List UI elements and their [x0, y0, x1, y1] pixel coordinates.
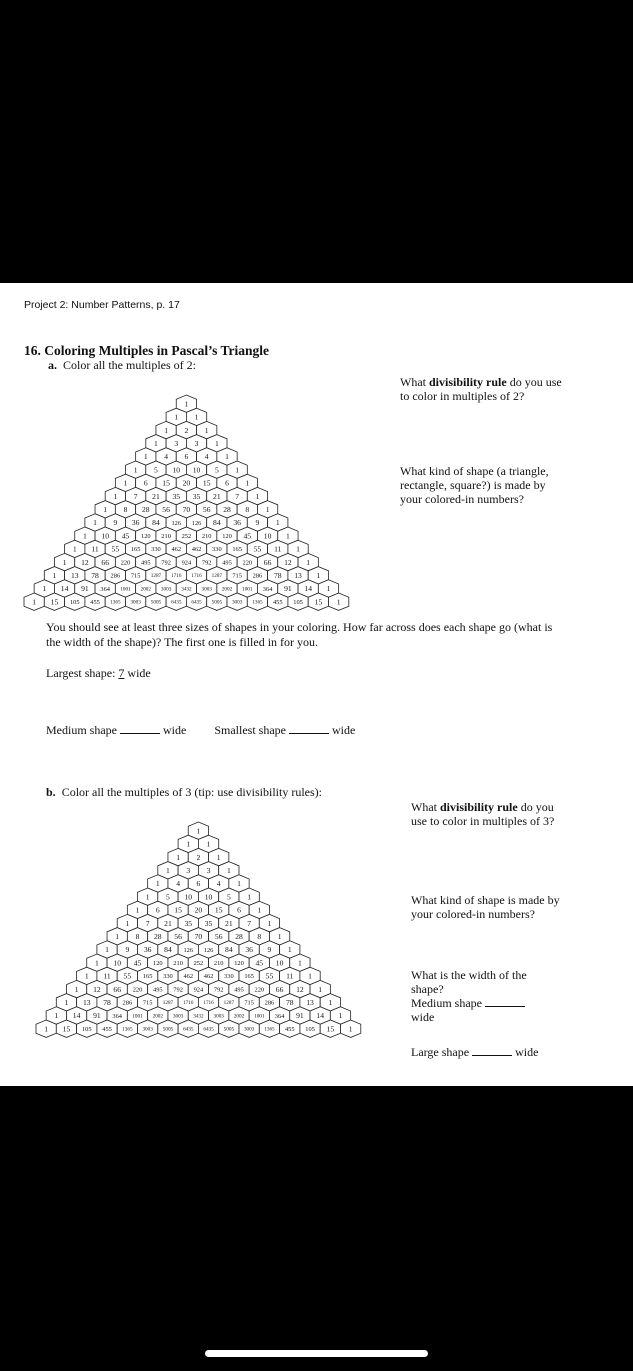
part-b-shape-question: What kind of shape is made by your colored-in numbers? — [411, 893, 560, 921]
pascal-number: 1 — [287, 945, 292, 955]
pascal-number: 924 — [181, 559, 192, 567]
pascal-number: 1716 — [203, 1000, 214, 1007]
pascal-number: 36 — [131, 518, 140, 528]
pascal-number: 252 — [193, 959, 204, 967]
pascal-number: 21 — [164, 918, 172, 928]
pascal-number: 1 — [64, 997, 69, 1007]
pascal-number: 6435 — [183, 1026, 194, 1033]
pascal-number: 8 — [245, 504, 250, 514]
pascal-number: 35 — [172, 491, 181, 501]
pascal-number: 105 — [81, 1025, 92, 1033]
pascal-number: 78 — [285, 997, 294, 1007]
pascal-number: 1 — [186, 839, 191, 849]
pascal-number: 66 — [101, 557, 109, 567]
pascal-number: 45 — [121, 531, 130, 541]
pascal-number: 55 — [265, 971, 274, 981]
pascal-triangle-a — [24, 394, 354, 610]
pascal-number: 15 — [202, 478, 211, 488]
pascal-number: 10 — [101, 531, 109, 541]
pascal-number: 6 — [155, 905, 160, 915]
pascal-number: 35 — [184, 918, 193, 928]
pascal-number: 6 — [184, 452, 189, 462]
part-a-label: a. — [48, 358, 57, 372]
pascal-number: 1 — [318, 984, 323, 994]
pascal-number: 120 — [141, 532, 151, 540]
pascal-number: 1 — [74, 984, 79, 994]
pascal-number: 1 — [115, 931, 120, 941]
pascal-number: 1 — [225, 452, 229, 462]
pascal-number: 455 — [102, 1025, 112, 1033]
pascal-number: 924 — [193, 986, 204, 994]
pascal-number: 12 — [296, 984, 304, 994]
pascal-number: 1 — [255, 491, 260, 501]
pascal-number: 21 — [225, 918, 233, 928]
pascal-number: 330 — [212, 546, 222, 554]
pascal-number: 1287 — [162, 1000, 174, 1007]
pascal-number: 1001 — [132, 1013, 143, 1020]
pascal-number: 210 — [173, 959, 183, 967]
part-b-text: Color all the multiples of 3 (tip: use divisibility rules): — [61, 785, 322, 799]
pascal-number: 495 — [222, 559, 232, 567]
pascal-number: 495 — [141, 559, 151, 567]
largest-shape-line: Largest shape: 7 wide — [46, 666, 151, 680]
pascal-number: 35 — [204, 918, 213, 928]
pascal-number: 1 — [93, 518, 97, 528]
pascal-number: 5005 — [223, 1026, 235, 1033]
pascal-number: 1 — [52, 570, 57, 580]
part-b-prompt — [46, 785, 322, 800]
pascal-number: 6435 — [191, 599, 202, 606]
pascal-number: 91 — [296, 1011, 304, 1021]
pascal-number: 78 — [103, 997, 111, 1007]
pascal-number: 1 — [154, 438, 158, 448]
pascal-number: 1 — [257, 905, 262, 915]
pascal-number: 28 — [142, 504, 150, 514]
pascal-number: 1 — [235, 465, 240, 475]
smallest-shape-blank[interactable] — [289, 723, 329, 734]
pascal-number: 286 — [252, 572, 263, 580]
pascal-number: 364 — [100, 585, 110, 593]
pascal-number: 20 — [182, 478, 191, 488]
pascal-number: 3 — [186, 865, 191, 875]
pascal-number: 105 — [69, 598, 80, 606]
pascal-number: 330 — [163, 973, 173, 981]
pascal-number: 10 — [184, 892, 193, 902]
pascal-number: 2 — [184, 425, 189, 435]
pascal-number: 2002 — [140, 586, 151, 593]
pascal-number: 165 — [232, 546, 242, 554]
pascal-number: 5 — [214, 465, 219, 475]
pascal-number: 220 — [132, 986, 143, 994]
pascal-number: 5005 — [150, 599, 162, 606]
pascal-number: 1 — [176, 852, 180, 862]
pascal-number: 5005 — [162, 1026, 174, 1033]
pascal-number: 1 — [166, 865, 170, 875]
pascal-number: 165 — [130, 546, 141, 554]
pascal-number: 1287 — [211, 573, 223, 580]
pascal-number: 1 — [196, 826, 201, 836]
pascal-number: 210 — [161, 532, 171, 540]
pascal-number: 35 — [192, 491, 201, 501]
pascal-number: 66 — [263, 557, 272, 567]
pascal-number: 120 — [234, 959, 244, 967]
pascal-number: 91 — [284, 584, 292, 594]
pascal-number: 126 — [171, 519, 182, 527]
pascal-number: 3003 — [201, 586, 212, 593]
pascal-number: 36 — [143, 945, 152, 955]
pascal-number: 364 — [274, 1012, 285, 1020]
pascal-number: 3432 — [181, 586, 192, 593]
pascal-number: 11 — [274, 544, 282, 554]
pascal-number: 1001 — [242, 586, 253, 593]
pascal-number: 286 — [122, 999, 133, 1007]
pascal-number: 55 — [111, 544, 120, 554]
pascal-number: 66 — [275, 984, 284, 994]
pascal-number: 1 — [62, 557, 67, 567]
pascal-number: 126 — [191, 519, 202, 527]
pascal-number: 15 — [50, 597, 59, 607]
pascal-number: 14 — [304, 584, 312, 594]
pascal-number: 15 — [314, 597, 323, 607]
pascal-number: 126 — [203, 946, 214, 954]
pascal-number: 1 — [133, 465, 138, 475]
pascal-number: 8 — [135, 931, 140, 941]
pascal-number: 6 — [143, 478, 148, 488]
pascal-number: 1 — [296, 544, 300, 554]
pascal-number: 1365 — [264, 1026, 275, 1033]
pascal-number: 1 — [204, 425, 209, 435]
pascal-number: 6 — [196, 879, 201, 889]
pascal-number: 220 — [254, 986, 265, 994]
pascal-number: 14 — [316, 1011, 324, 1021]
pascal-number: 12 — [93, 984, 101, 994]
pascal-number: 462 — [191, 546, 202, 554]
pascal-number: 1 — [306, 557, 311, 567]
largest-shape-answer: 7 — [118, 666, 125, 680]
medium-shape-blank[interactable] — [120, 723, 160, 734]
pascal-number: 36 — [245, 945, 253, 955]
page-header: Project 2: Number Patterns, p. 17 — [24, 299, 180, 311]
pascal-number: 1 — [336, 597, 341, 607]
pascal-number: 12 — [81, 557, 89, 567]
pascal-number: 9 — [125, 945, 130, 955]
pascal-number: 364 — [262, 585, 273, 593]
pascal-number: 10 — [275, 958, 284, 968]
pascal-number: 126 — [183, 946, 194, 954]
pascal-number: 6 — [237, 905, 241, 915]
pascal-number: 715 — [232, 572, 242, 580]
pascal-number: 1 — [95, 958, 99, 968]
pascal-number: 1 — [174, 412, 179, 422]
pascal-number: 1 — [103, 504, 108, 514]
pascal-number: 220 — [242, 559, 253, 567]
pascal-number: 9 — [113, 518, 118, 528]
pascal-number: 1 — [123, 478, 128, 488]
pascal-number: 1365 — [252, 599, 263, 606]
pascal-number: 792 — [213, 986, 224, 994]
pascal-number: 36 — [233, 518, 241, 528]
pascal-number: 1 — [42, 584, 47, 594]
pascal-number: 3 — [174, 438, 179, 448]
pascal-number: 1287 — [150, 573, 162, 580]
pascal-number: 1 — [32, 597, 37, 607]
pascal-number: 5005 — [211, 599, 223, 606]
pascal-number: 45 — [243, 531, 252, 541]
pascal-number: 28 — [235, 931, 243, 941]
pascal-number: 165 — [142, 973, 153, 981]
pascal-number: 21 — [152, 491, 160, 501]
pascal-number: 78 — [273, 570, 282, 580]
part-b-width-question: What is the width of the shape? Medium shape wide — [411, 968, 527, 1024]
pascal-number: 45 — [133, 958, 142, 968]
pascal-number: 1 — [267, 918, 272, 928]
pascal-number: 3 — [206, 865, 211, 875]
pascal-number: 1 — [143, 452, 148, 462]
pascal-number: 1 — [44, 1024, 49, 1034]
pascal-number: 105 — [293, 598, 303, 606]
pascal-number: 1 — [84, 971, 89, 981]
pascal-number: 1001 — [120, 586, 131, 593]
pascal-number: 1 — [316, 570, 321, 580]
pascal-number: 10 — [172, 465, 181, 475]
pascal-number: 1 — [348, 1024, 353, 1034]
worksheet-page — [0, 283, 633, 1086]
pascal-number: 10 — [192, 465, 201, 475]
pascal-number: 14 — [60, 584, 69, 594]
pascal-number: 78 — [91, 570, 99, 580]
pascal-number: 1 — [145, 892, 150, 902]
pascal-number: 495 — [234, 986, 244, 994]
pascal-number: 1 — [155, 879, 160, 889]
pascal-number: 56 — [214, 931, 223, 941]
pascal-number: 13 — [82, 997, 91, 1007]
pascal-triangle-b — [36, 821, 366, 1037]
pascal-number: 3003 — [213, 1013, 224, 1020]
b-large-shape-blank[interactable] — [472, 1045, 512, 1056]
pascal-number: 1 — [237, 879, 241, 889]
part-b-large-line: Large shape wide — [411, 1045, 539, 1059]
pascal-number: 1 — [135, 905, 140, 915]
pascal-number: 286 — [110, 572, 121, 580]
pascal-number: 15 — [174, 905, 182, 915]
pascal-number: 4 — [204, 452, 209, 462]
pascal-number: 84 — [225, 945, 233, 955]
pascal-number: 10 — [204, 892, 213, 902]
pascal-number: 1 — [83, 531, 87, 541]
pascal-number: 105 — [305, 1025, 315, 1033]
pascal-number: 55 — [253, 544, 262, 554]
pascal-number: 330 — [224, 973, 234, 981]
part-b-divisibility-question: What divisibility rule do you use to color in multiples of 3? — [411, 800, 555, 828]
pascal-number: 1 — [277, 931, 282, 941]
pascal-number: 5 — [226, 892, 231, 902]
pascal-number: 13 — [70, 570, 79, 580]
question-title: 16. Coloring Multiples in Pascal’s Triangle — [24, 343, 270, 358]
pascal-number: 10 — [113, 958, 121, 968]
part-a-shape-question: What kind of shape (a triangle, rectangle, square?) is made by your colored-in numbers? — [400, 464, 549, 506]
pascal-number: 120 — [222, 532, 232, 540]
pascal-number: 7 — [145, 918, 150, 928]
pascal-number: 1 — [286, 531, 290, 541]
pascal-number: 495 — [153, 986, 163, 994]
pascal-number: 1 — [113, 491, 118, 501]
pascal-number: 1 — [184, 399, 189, 409]
pascal-number: 1 — [206, 839, 211, 849]
pascal-number: 455 — [272, 598, 283, 606]
pascal-number: 1 — [245, 478, 250, 488]
pascal-number: 7 — [133, 491, 138, 501]
pascal-number: 1 — [338, 1011, 343, 1021]
pascal-number: 13 — [294, 570, 302, 580]
pascal-number: 286 — [264, 999, 275, 1007]
pascal-number: 13 — [306, 997, 314, 1007]
pascal-number: 55 — [123, 971, 132, 981]
pascal-number: 210 — [213, 959, 224, 967]
pascal-number: 4 — [164, 452, 168, 462]
b-medium-shape-blank[interactable] — [485, 996, 525, 1007]
pascal-number: 462 — [183, 973, 194, 981]
pascal-number: 1 — [328, 997, 333, 1007]
pascal-number: 2 — [196, 852, 201, 862]
pascal-number: 6435 — [203, 1026, 214, 1033]
pascal-number: 220 — [120, 559, 131, 567]
pascal-number: 462 — [203, 973, 214, 981]
pascal-number: 1 — [308, 971, 312, 981]
pascal-number: 1 — [298, 958, 302, 968]
pascal-number: 792 — [161, 559, 171, 567]
pascal-number: 91 — [93, 1011, 101, 1021]
pascal-number: 1 — [214, 438, 219, 448]
pascal-number: 715 — [130, 572, 141, 580]
pascal-number: 715 — [244, 999, 254, 1007]
pascal-number: 7 — [247, 918, 252, 928]
pascal-number: 3003 — [231, 599, 243, 606]
pascal-number: 15 — [62, 1024, 71, 1034]
pascal-number: 455 — [284, 1025, 295, 1033]
pascal-number: 1365 — [122, 1026, 133, 1033]
pascal-number: 1 — [326, 584, 331, 594]
pascal-number: 364 — [112, 1012, 122, 1020]
pascal-number: 3003 — [172, 1013, 184, 1020]
pascal-number: 14 — [72, 1011, 81, 1021]
pascal-number: 1 — [105, 945, 109, 955]
pascal-number: 1716 — [171, 573, 182, 580]
pascal-number: 21 — [213, 491, 221, 501]
pascal-number: 2002 — [221, 586, 233, 593]
pascal-number: 84 — [152, 518, 160, 528]
pascal-number: 6435 — [171, 599, 182, 606]
pascal-number: 1 — [194, 412, 199, 422]
pascal-number: 15 — [162, 478, 170, 488]
home-indicator[interactable] — [205, 1350, 428, 1357]
pascal-number: 462 — [171, 546, 182, 554]
pascal-number: 715 — [142, 999, 153, 1007]
pascal-number: 8 — [123, 504, 128, 514]
pascal-number: 1 — [216, 852, 221, 862]
pascal-number: 84 — [213, 518, 221, 528]
pascal-number: 1 — [54, 1011, 59, 1021]
pascal-number: 91 — [81, 584, 89, 594]
pascal-number: 1716 — [191, 573, 202, 580]
pascal-number: 9 — [255, 518, 260, 528]
part-a-prompt — [48, 358, 196, 373]
pascal-number: 1 — [226, 865, 231, 875]
pascal-number: 45 — [255, 958, 264, 968]
pascal-number: 792 — [173, 986, 183, 994]
pascal-number: 1 — [72, 544, 77, 554]
pascal-number: 1 — [265, 504, 270, 514]
pascal-number: 1365 — [110, 599, 121, 606]
pascal-number: 9 — [267, 945, 272, 955]
pascal-number: 11 — [103, 971, 111, 981]
pascal-number: 252 — [181, 532, 192, 540]
pascal-number: 11 — [286, 971, 294, 981]
pascal-number: 792 — [201, 559, 212, 567]
pascal-number: 28 — [154, 931, 162, 941]
pascal-number: 3003 — [142, 1026, 153, 1033]
pascal-number: 70 — [182, 504, 191, 514]
pascal-number: 5 — [154, 465, 158, 475]
pascal-number: 70 — [194, 931, 203, 941]
pascal-number: 165 — [244, 973, 254, 981]
pascal-number: 56 — [174, 931, 182, 941]
pascal-number: 4 — [176, 879, 180, 889]
pascal-number: 15 — [214, 905, 223, 915]
pascal-number: 3003 — [130, 599, 141, 606]
pascal-number: 56 — [162, 504, 170, 514]
pascal-number: 1 — [247, 892, 252, 902]
pascal-number: 330 — [151, 546, 161, 554]
pascal-number: 84 — [164, 945, 172, 955]
pascal-number: 1 — [275, 518, 280, 528]
pascal-number: 3003 — [243, 1026, 255, 1033]
pascal-number: 4 — [216, 879, 221, 889]
pascal-number: 1287 — [223, 1000, 235, 1007]
part-b-label: b. — [46, 785, 56, 799]
pascal-number: 2002 — [152, 1013, 163, 1020]
shape-width-instructions: You should see at least three sizes of shapes in your coloring. How far across does each shape go (what is the width of the shape)? The first one is filled in for you. — [46, 620, 553, 649]
pascal-number: 6 — [225, 478, 229, 488]
pascal-number: 3 — [194, 438, 199, 448]
pascal-number: 120 — [153, 959, 163, 967]
pascal-number: 1716 — [183, 1000, 194, 1007]
pascal-number: 8 — [257, 931, 262, 941]
pascal-number: 11 — [91, 544, 99, 554]
pascal-number: 1 — [125, 918, 130, 928]
pascal-number: 10 — [263, 531, 272, 541]
part-a-divisibility-question: What divisibility rule do you use to color in multiples of 2? — [400, 375, 562, 403]
pascal-number: 3003 — [160, 586, 172, 593]
pascal-number: 455 — [90, 598, 100, 606]
pascal-number: 5 — [166, 892, 170, 902]
pascal-number: 1 — [164, 425, 168, 435]
pascal-number: 210 — [201, 532, 212, 540]
pascal-number: 12 — [284, 557, 292, 567]
pascal-number: 56 — [202, 504, 211, 514]
pascal-number: 1001 — [254, 1013, 265, 1020]
medium-smallest-line: Medium shape wide Smallest shape wide — [46, 723, 356, 737]
part-a-text: Color all the multiples of 2: — [63, 358, 196, 372]
pascal-number: 2002 — [233, 1013, 245, 1020]
pascal-number: 15 — [326, 1024, 335, 1034]
pascal-number: 28 — [223, 504, 231, 514]
pascal-number: 7 — [235, 491, 240, 501]
pascal-number: 3432 — [193, 1013, 204, 1020]
pascal-number: 66 — [113, 984, 121, 994]
pascal-number: 20 — [194, 905, 203, 915]
